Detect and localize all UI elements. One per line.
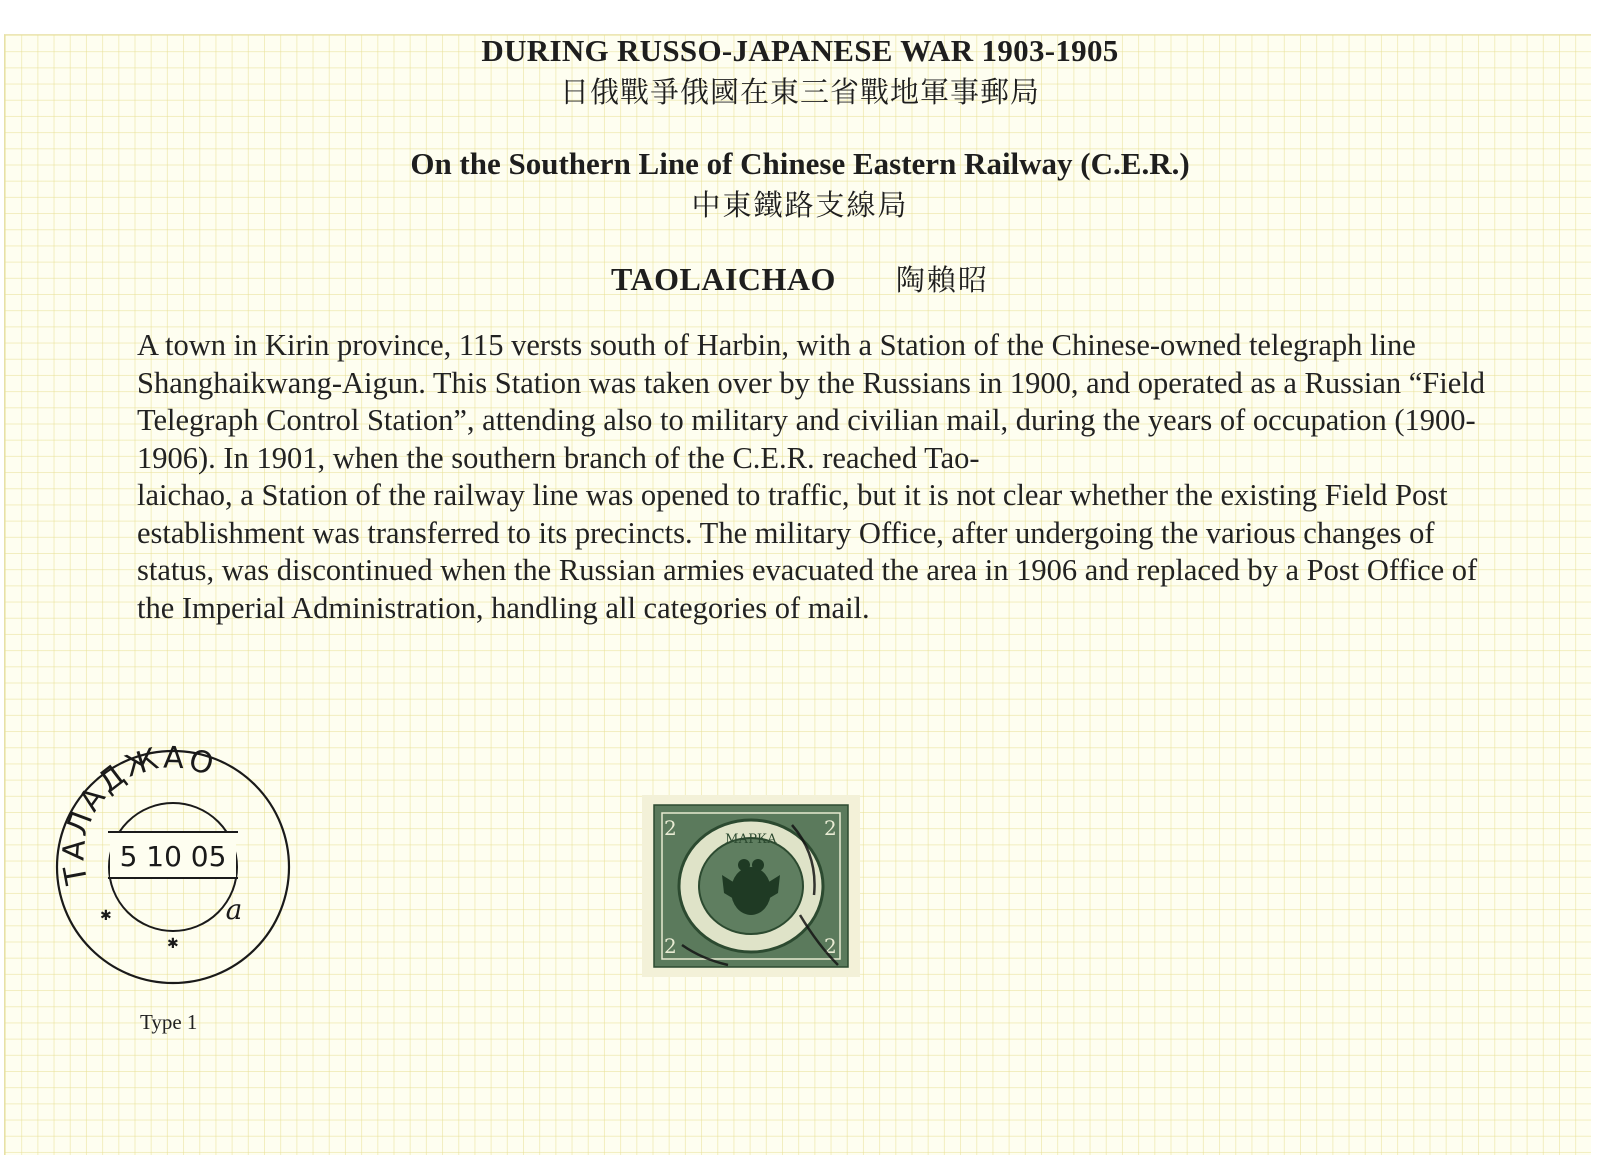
description-paragraph-2: laichao, a Station of the railway line was opened to traffic, but it is not clear whether the existing Field Post establishment was transferred to its precincts. The military Office, after undergoing the various changes of status, was discontinued when the Russian armies evacuated the area in 1906 and replaced by a Post Office of the Imperial Administration, handling all categories of mail. [137, 478, 1478, 625]
postmark-ring-text: ТАЛАДЖАО [56, 742, 221, 888]
postmark-illustration [48, 742, 298, 992]
description-text [137, 327, 1517, 627]
page-title-chinese: 日俄戰爭俄國在東三省戰地軍事郵局 [559, 75, 1040, 109]
description-paragraph-1: A town in Kirin province, 115 versts south of Harbin, with a Station of the Chinese-owned telegraph line Shanghaikwang-Aigun. This Station was taken over by the Russians in 1900, and operated as a Russian “Field Telegraph Control Station”, attending also to military and civilian mail, during the years of occupation (1900-1906). In 1901, when the southern branch of the C.E.R. reached Tao- [137, 328, 1486, 475]
postmark-index-letter: а [225, 893, 243, 926]
station-name-chinese: 陶賴昭 [895, 263, 989, 297]
postmark-caption: Type 1 [140, 1010, 198, 1034]
station-heading [0, 258, 1600, 299]
svg-text:2: 2 [824, 934, 837, 958]
stamp-illustration [642, 795, 860, 977]
station-name: TAOLAICHAO [611, 261, 836, 297]
star-icon: ✱ [167, 936, 179, 952]
svg-text:2: 2 [664, 934, 677, 958]
page-subtitle: On the Southern Line of Chinese Eastern Railway (C.E.R.) [410, 146, 1190, 181]
svg-text:2: 2 [824, 816, 837, 840]
page-title: DURING RUSSO-JAPANESE WAR 1903-1905 [481, 33, 1119, 68]
stamp-label: МАРКА [725, 832, 777, 847]
star-icon: ✱ [100, 908, 112, 924]
svg-text:2: 2 [664, 816, 677, 840]
postmark-date: 5 10 05 [119, 840, 227, 873]
page-subtitle-chinese: 中東鐵路支線局 [691, 188, 909, 222]
